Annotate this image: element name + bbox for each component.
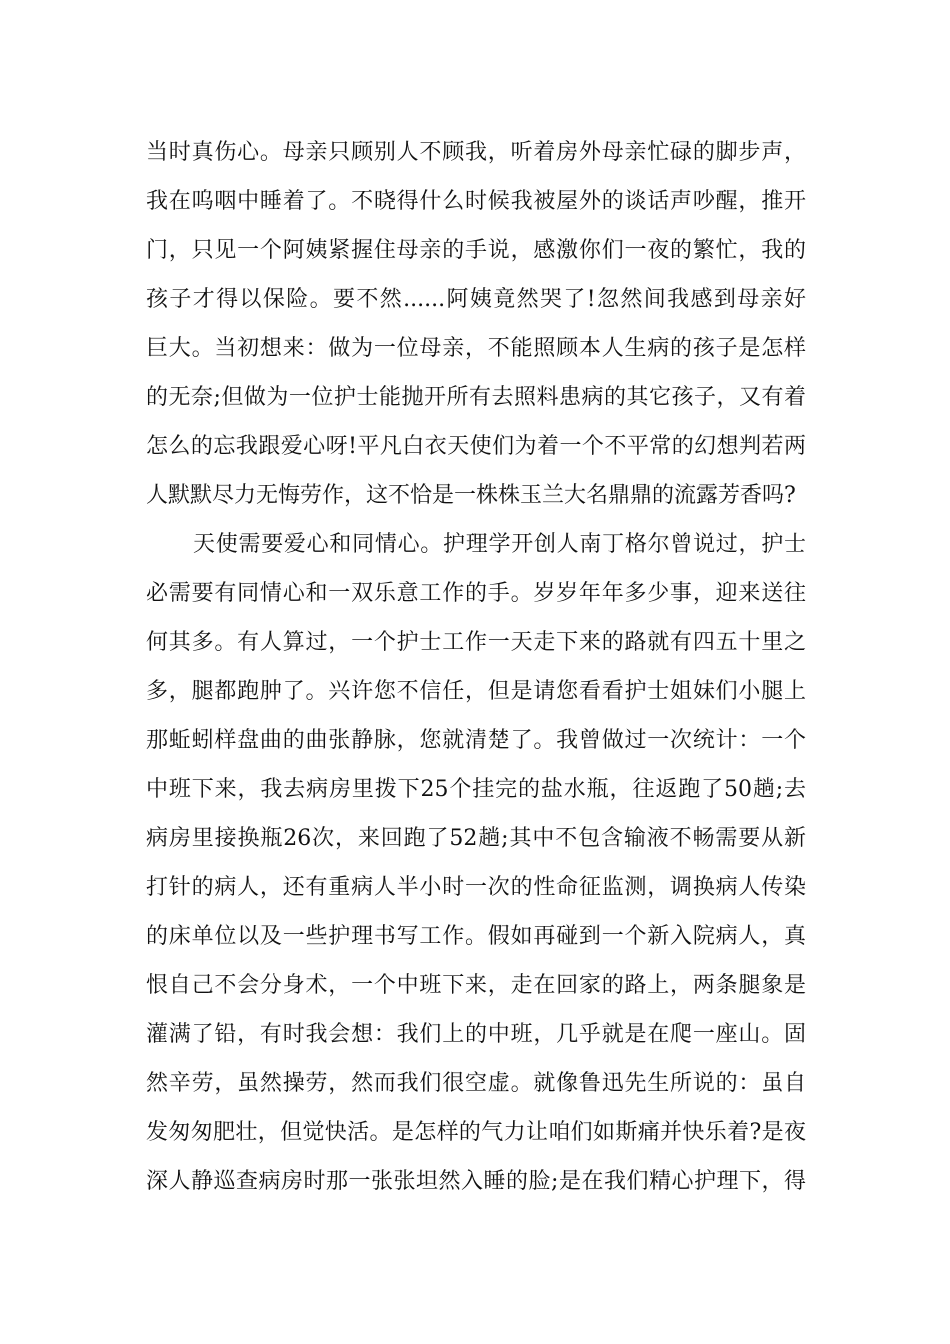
text-line: 多，腿都跑肿了。兴许您不信任，但是请您看看护士姐妹们小腿上: [146, 679, 806, 704]
text-line: 的无奈;但做为一位护士能抛开所有去照料患病的其它孩子，又有着: [146, 385, 806, 410]
text-line: 的床单位以及一些护理书写工作。假如再碰到一个新入院病人，真: [146, 924, 806, 949]
text-line: 灌满了铅，有时我会想：我们上的中班，几乎就是在爬一座山。固: [146, 1022, 806, 1047]
text-line: 孩子才得以保险。要不然......阿姨竟然哭了!忽然间我感到母亲好: [146, 287, 806, 312]
text-line: 打针的病人，还有重病人半小时一次的性命征监测，调换病人传染: [146, 875, 806, 900]
text-line: 人默默尽力无悔劳作，这不恰是一株株玉兰大名鼎鼎的流露芳香吗?: [146, 483, 796, 508]
text-line: 巨大。当初想来：做为一位母亲，不能照顾本人生病的孩子是怎样: [146, 336, 806, 361]
text-line: 然辛劳，虽然操劳，然而我们很空虚。就像鲁迅先生所说的：虽自: [146, 1071, 806, 1096]
text-line: 怎么的忘我跟爱心呀!平凡白衣天使们为着一个不平常的幻想判若两: [146, 434, 806, 459]
text-line: 深人静巡查病房时那一张张坦然入睡的脸;是在我们精心护理下，得: [146, 1169, 806, 1194]
paragraph-first-line: 天使需要爱心和同情心。护理学开创人南丁格尔曾说过，护士: [193, 532, 806, 557]
text-line: 发匆匆肥壮，但觉快活。是怎样的气力让咱们如斯痛并快乐着?是夜: [146, 1120, 806, 1145]
text-line: 门，只见一个阿姨紧握住母亲的手说，感激你们一夜的繁忙，我的: [146, 238, 806, 263]
text-line: 我在呜咽中睡着了。不晓得什么时候我被屋外的谈话声吵醒，推开: [146, 189, 806, 214]
text-line: 中班下来，我去病房里拨下25个挂完的盐水瓶，往返跑了50趟;去: [146, 777, 806, 802]
text-line: 恨自己不会分身术，一个中班下来，走在回家的路上，两条腿象是: [146, 973, 806, 998]
text-line: 当时真伤心。母亲只顾别人不顾我，听着房外母亲忙碌的脚步声，: [146, 140, 806, 165]
text-line: 必需要有同情心和一双乐意工作的手。岁岁年年多少事，迎来送往: [146, 581, 806, 606]
text-line: 何其多。有人算过，一个护士工作一天走下来的路就有四五十里之: [146, 630, 806, 655]
text-line: 那蚯蚓样盘曲的曲张静脉，您就清楚了。我曾做过一次统计：一个: [146, 728, 806, 753]
text-line: 病房里接换瓶26次，来回跑了52趟;其中不包含输液不畅需要从新: [146, 826, 806, 851]
